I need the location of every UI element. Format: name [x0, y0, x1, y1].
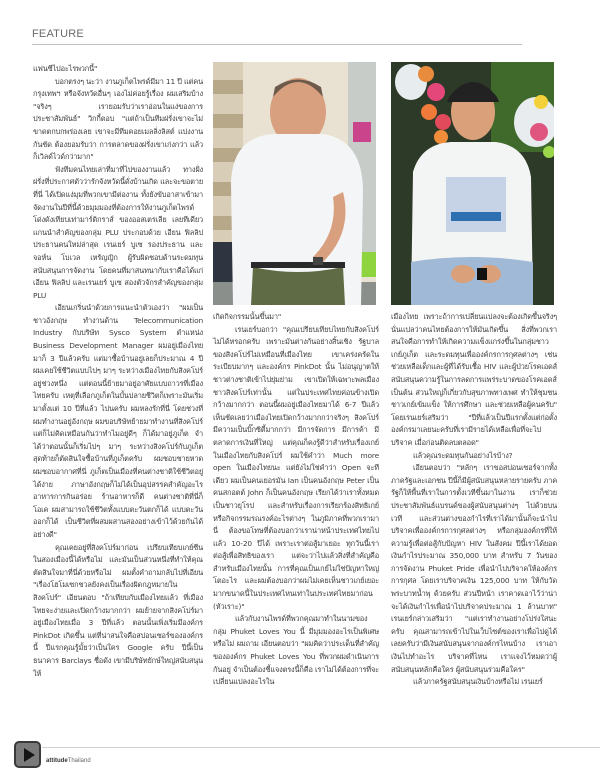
paragraph: บอกตรงๆ นะว่า งานภูเก็ตไพรด์มีมา 11 ปี แต่คนกรุงเทพฯ หรือจังหวัดอื่นๆ เองไม่ค่อยรู้เรื่อง ผมเสริมบ้าง "จริงๆ เรายอมรับว่าเราอ่อนในแง่ของการประชาสัมพันธ์" วิกกี้ตอบ "แต่ถ้าเป็นทีมฝรั่งเขาจะไม่ขาดตกบกพร่องเลย เขาจะมีทีมคอยเมลลิ่งลิสต์ แบ่งงานกันชัด ต้องยอมรับว่า การตลาดของฝรั่งเขาเก่งกว่า แล้วก็เวิลด์ไวด์กว่ามาก"	[33, 76, 203, 162]
play-icon	[14, 741, 41, 768]
brand-logo	[46, 758, 91, 764]
photo-man-atom-tshirt	[391, 62, 554, 305]
paragraph: แล้วคุณระดมทุนกันอย่างไรบ้าง?	[413, 450, 513, 460]
page-header	[32, 28, 522, 45]
footer-divider	[42, 747, 600, 748]
article-column-1	[33, 63, 203, 680]
paragraph: เอียนตอบว่า "หลักๆ เราขอสปอนเซอร์จากทั้งภาครัฐและเอกชน ปีนี้ก็มีผู้สนับสนุนหลายรายครับ ภาครัฐก็ให้พื้นที่เราในการตั้งเวทีขึ้นมาในงาน เราก็ช่วยประชาสัมพันธ์แบรนด์ของผู้สนับสนุนต่างๆ ไปด้วยบนเวที และส่วนต่างของกำไรที่เราได้มานั้นก็จะนำไปบริจาคเพื่อองค์กรการกุศลต่างๆ หรือกลุ่มองค์กรที่ให้ความรู้เพื่อต่อสู้กับปัญหา HIV ในสังคม ปีนี้เราได้ยอดเงินกำไรประมาณ 350,000 บาท สำหรับ 7 วันของการจัดงาน Phuket Pride เพื่อนำไปบริจาคให้องค์กรการกุศล โดยเราบริจาคเงิน 125,000 บาท ให้กับวัดพระบาทน้ำพุ ด้วยครับ ส่วนปีหน้า เราคาดเอาไว้ว่าน่าจะได้เงินกำไรเพื่อนำไปบริจาคประมาณ 1 ล้านบาท" เรนเยร์กล่าวเสริมว่า "แต่เราทำงานอย่างโปร่งใสนะครับ คุณสามารถเข้าไปในเว็บไซต์ของเราเพื่อไปดูได้เลยครับว่ามีเงินสนับสนุนจากองค์กรไหนบ้าง เราเอาเงินไปทำอะไร บริจาคที่ไหน เราแจงไว้หมดว่าผู้สนับสนุนหลักคือใคร ผู้สนับสนุนร่วมคือใคร"	[391, 463, 557, 674]
brand-bold: attitude	[46, 758, 68, 764]
photo-illustration	[213, 62, 376, 305]
paragraph: ฟังทีมคนไทยเล่าที่มาที่ไปของงานแล้ว ทางฝั่งฝรั่งที่ประกาศตัวว่ารักจังหวัดนี้ดั่งบ้านเกิด และจะขอตายที่นี่ ได้เปิดแง่มุมที่พวกเขามีต่องาน ทั้งยังขับอาสาเข้ามาจัดงานในปีที่นี้ด้วยมุมมองที่ต้องการให้งานภูเก็ตไพรด์โด่งดังเทียบเท่ามาร์ดิกราส์ ของออสเตรเลีย เลยทีเดียว แกนนำสำคัญของกลุ่ม PLU ประกอบด้วย เอียน ฟิลลิป ประธานคนใหม่ล่าสุด เรนเยร์ บูเซ รองประธาน และ จอห์น โบเวล เหรัญญิก ผู้รับผิดชอบด้านระดมทุนสนับสนุนการจัดงาน โดยคนที่มาสนทนากับเราคือได้แก่ เอียน ฟิลลิป และเรนเยร์ บูเซ สองตัวจักรสำคัญของกลุ่ม PLU	[33, 164, 203, 300]
section-label: FEATURE	[32, 28, 84, 40]
paragraph: เอียนเกริ่นนำด้วยการแนะนำตัวเองว่า "ผมเป็นชาวอังกฤษ ทำงานด้าน Telecommunication Industry กับบริษัท Sysco System ตำแหน่ง Business Development Manager ผมอยู่เมืองไทยมาก็ 3 ปีแล้วครับ แต่มาซื้อบ้านอยู่เลยก็ประมาณ 4 ปี ผมเคยใช้ชีวิตแบบไปๆ มาๆ ระหว่างเมืองไทยกับสิงคโปร์อยู่ช่วงหนึ่ง แต่ตอนนี้ย้ายมาอยู่อาศัยแบบถาวรที่เมืองไทยครับ เหตุที่เลือกภูเก็ตในบั้นปลายชีวิตก็เพราะมันเริ่มมาตั้งแต่ 10 ปีที่แล้ว ไปนครับ ผมหลงรักที่นี่ โดยช่วงที่ผมทำงานอยู่อังกฤษ ผมขอบริษัทย้ายมาทำงานที่สิงคโปร์ แต่ก็ไม่คิดเหมือนกันว่าทำไมอยู่ดีๆ ก็ได้มาอยู่ภูเก็ต จำได้ว่าตอนนั้นก็เริ่มไปๆ มาๆ ระหว่างสิงคโปร์กับภูเก็ต สุดท้ายก็ตัดสินใจซื้อบ้านที่ภูเก็ตครับ ผมชอบชายหาด ผมชอบอากาศที่นี่ ภูเก็ตเป็นเมืองที่คนต่างชาติใช้ชีวิตอยู่ได้ง่าย ภาษาอังกฤษก็ไม่ได้เป็นอุปสรรคสำคัญอะไร อาหารการกินอร่อย ร้านอาหารก็ดี คนต่างชาติที่นี่ก็โอเค ผมสามารถใช้ชีวิตทั้งแบบตะวันตกก็ได้ แบบตะวันออกก็ได้ เป็นชีวิตที่ผสมผสานสองอย่างเข้าไว้ด้วยกันได้อย่างดี"	[33, 303, 203, 539]
paragraph: เรนเยร์บอกว่า "คุณเปรียบเทียบไทยกับสิงคโปร์ไม่ได้หรอกครับ เพราะมันต่างกันอย่างสิ้นเชิง รัฐบาลของสิงคโปร์ไม่เหมือนที่เมืองไทย เขาเคร่งครัดในระเบียบมากๆ และองค์กร PinkDot นั้น ไม่อนุญาตให้ชาวต่างชาติเข้าไปยุ่มย่าม เขาเปิดให้เฉพาะพลเมืองชาวสิงคโปร์เท่านั้น แต่ในประเทศไทยค่อนข้างเปิดกว้างมากกว่า ตอนนี้ผมอยู่เมืองไทยมาได้ 6-7 ปีแล้ว เห็นชัดเลยว่าเมืองไทยเปิดกว้างมากกว่าจริงๆ สิงคโปร์มีความเป็นบิ๊กซิตี้มากกว่า มีการจัดการ มีการค้า มีตลาดการเงินที่ใหญ่ แต่คุณก็คงรู้ดีว่าสำหรับเรื่องเกย์ในเมืองไทยกับสิงคโปร์ ผมใช้คำว่า Much more open ในเมืองไทยนะ แต่ยังไม่ใช่คำว่า Open จะทีเดียว ผมเป็นคนเยอรมัน Ian เป็นคนอังกฤษ Peter เป็นคนสกอตต์ John ก็เป็นคนอังกฤษ เรียกได้ว่าเราทั้งหมดเป็นชาวยุโรป และสำหรับเรื่องการเรียกร้องสิทธิเกย์หรือกิจกรรมรณรงค์อะไรต่างๆ ในภูมิภาคที่พวกเรามานี่ ต้องขอโทษที่ต้องบอกว่าเราน่าหน้าประเทศไทยไปแล้ว 10-20 ปีได้ เพราะเราต่อสู้มาเยอะ ทุกวันนี้เราต่อสู้เพื่อสิทธิของเรา แต่จะว่าไปแล้วสิ่งที่สำคัญคือสำหรับเมืองไทยนั้น การที่คุณเป็นเกย์ไม่ใช่ปัญหาใหญ่โตอะไร และผมต้องบอกว่าผมไม่เคยเห็นชาวเกย์เยอะมากขนาดนี้ในประเทศไหนเท่าในประเทศไทยมาก่อน (หัวเราะ)"	[213, 324, 379, 611]
paragraph: แล้วกับงานไพรด์ที่พวกคุณมาทำในนามของกลุ่ม Phuket Loves You นี้ มีมุมมองอะไรเป็นพิเศษหรือไม่ ผมถาม เอียนตอบว่า "ผมคิดว่าประเด็นที่สำคัญขององค์กร Phuket Loves You ที่พวกผมดำเนินการกันอยู่ จำเป็นต้องชี้แจงตรงนี้ก็คือ เราไม่ได้ต้องการที่จะเปลี่ยนแปลงอะไรใน	[213, 614, 379, 687]
brand-light: Thailand	[67, 758, 91, 764]
paragraph: เกิดกิจกรรมนั้นขึ้นมา"	[213, 312, 282, 321]
photo-illustration	[391, 62, 554, 305]
paragraph: คุณเคยอยู่ที่สิงคโปร์มาก่อน เปรียบเทียบเกย์ซีนในสองเมืองนี้ได้หรือไม่ และมันเป็นส่วนหนึ่งที่ทำให้คุณตัดสินใจมาที่นี่ด้วยหรือไม่ ผมตั้งคำถามกลับไปที่เอียน "เรื่องโฮโมเซกชวลยังคงเป็นเรื่องผิดกฎหมายในสิงคโปร์" เอียนตอบ "ถ้าเทียบกับเมืองไทยแล้ว ที่เมืองไทยจะง่ายและเปิดกว้างมากกว่า ผมย้ายจากสิงคโปร์มาอยู่เมืองไทยเมื่อ 3 ปีที่แล้ว ตอนนั้นเพิ่งเริ่มมีองค์กร PinkDot เกิดขึ้น แต่ที่น่าสนใจคือสปอนเซอร์ขององค์กรนี้ ปีแรกคุณรู้มั้ยว่าเป็นใคร Google ครับ ปีนี้เป็นธนาคาร Barclays ชื่อดัง เขามีบริษัทยักษ์ใหญ่สนับสนุนให้	[33, 542, 203, 678]
article-column-2	[213, 311, 379, 689]
paragraph: เมืองไทย เพราะถ้าการเปลี่ยนแปลงจะต้องเกิดขึ้นจริงๆ นั่นแปลว่าคนไทยต้องการให้มันเกิดขึ้น สิ่งที่พวกเราสนใจคือการทำให้เกิดความแข็งแกร่งขึ้นในกลุ่มชาวเกย์ภูเก็ต และระดมทุนเพื่อองค์กรการกุศลต่างๆ เช่น ช่วยเหลือเด็กและผู้ที่ได้รับเชื้อ HIV และผู้ป่วยโรคเอดส์ สนับสนุนความรู้ในการลดการแพร่ระบาดของโรคเอดส์ เป็นต้น ส่วนใหญ่ก็เกี่ยวกับสุขภาพทางเพศ ทำให้ชุมชนชาวเกย์เข้มแข็ง ให้การศึกษา และช่วยเหลือผู้คนครับ" โดยเรนเยร์เสริมว่า "ปีที่แล้วเป็นปีแรกตั้งแต่ก่อตั้งองค์กรมาเลยนะครับที่เรามีรายได้เหลือเพื่อที่จะไปบริจาค เมื่อก่อนติดลบตลอด"	[391, 312, 557, 447]
paragraph: แฟนซีไปอะไรพวกนี้"	[33, 64, 98, 73]
paragraph: แล้วภาครัฐสนับสนุนเงินบ้างหรือไม่ เรนเยร์	[413, 677, 543, 687]
article-column-3	[391, 311, 557, 689]
photo-man-white-polo	[213, 62, 376, 305]
